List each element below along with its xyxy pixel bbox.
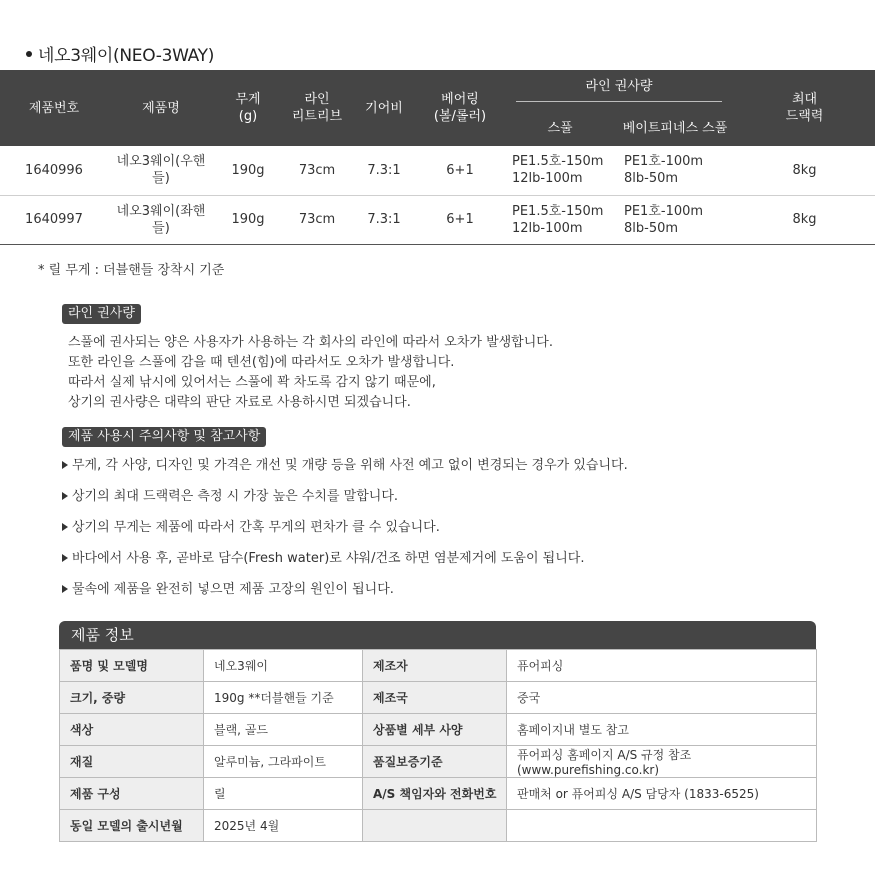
info-key: 제조자 — [363, 650, 507, 682]
cell-gear-ratio: 7.3:1 — [352, 146, 416, 195]
cell-spool: PE1.5호-150m 12lb-100m — [504, 146, 616, 195]
title-text: 네오3웨이(NEO-3WAY) — [38, 46, 215, 66]
info-key: 품질보증기준 — [363, 746, 507, 778]
cell-line-retrieve: 73cm — [282, 195, 352, 244]
caution-item: 상기의 최대 드랙력은 측정 시 가장 높은 수치를 말합니다. — [62, 487, 398, 507]
table-row — [60, 810, 817, 842]
info-key: 품명 및 모델명 — [60, 650, 204, 682]
cell-gear-ratio: 7.3:1 — [352, 195, 416, 244]
triangle-bullet-icon — [62, 492, 68, 500]
triangle-bullet-icon — [62, 554, 68, 562]
info-key: 동일 모델의 출시년월 — [60, 810, 204, 842]
info-key: 색상 — [60, 714, 204, 746]
cell-spool: PE1.5호-150m 12lb-100m — [504, 195, 616, 244]
cell-max-drag: 8kg — [734, 195, 875, 244]
header-line-retrieve: 라인 리트리브 — [282, 70, 352, 146]
info-value: 알루미늄, 그라파이트 — [204, 746, 363, 778]
caution-item: 물속에 제품을 완전히 넣으면 제품 고장의 원인이 됩니다. — [62, 580, 394, 600]
cell-bait-finesse-spool: PE1호-100m 8lb-50m — [616, 146, 734, 195]
header-max-drag: 최대 드랙력 — [734, 70, 875, 146]
caution-item: 상기의 무게는 제품에 따라서 간혹 무게의 편차가 클 수 있습니다. — [62, 518, 440, 538]
triangle-bullet-icon — [62, 461, 68, 469]
caution-tag: 제품 사용시 주의사항 및 참고사항 — [62, 427, 266, 447]
cell-product-name: 네오3웨이(우핸들) — [108, 146, 214, 195]
info-key: 제조국 — [363, 682, 507, 714]
table-row — [60, 746, 817, 778]
header-line-capacity: 라인 권사량 — [504, 70, 734, 110]
caution-item: 바다에서 사용 후, 곧바로 담수(Fresh water)로 샤워/건조 하면 염분제거에 도움이 됩니다. — [62, 549, 585, 569]
info-value: 2025년 4월 — [204, 810, 363, 842]
cell-bearing: 6+1 — [416, 146, 504, 195]
cell-product-name: 네오3웨이(좌핸들) — [108, 195, 214, 244]
cell-max-drag: 8kg — [734, 146, 875, 195]
info-value: 네오3웨이 — [204, 650, 363, 682]
cell-weight: 190g — [214, 195, 282, 244]
info-value: 190g **더블핸들 기준 — [204, 682, 363, 714]
info-key: 크기, 중량 — [60, 682, 204, 714]
table-row — [0, 195, 875, 244]
info-key — [363, 810, 507, 842]
info-value: 중국 — [507, 682, 817, 714]
info-value: 블랙, 골드 — [204, 714, 363, 746]
product-info-heading: 제품 정보 — [59, 621, 816, 649]
header-bearing: 베어링 (볼/롤러) — [416, 70, 504, 146]
triangle-bullet-icon — [62, 523, 68, 531]
info-value: 릴 — [204, 778, 363, 810]
line-capacity-tag: 라인 권사량 — [62, 304, 141, 324]
caution-item: 무게, 각 사양, 디자인 및 가격은 개선 및 개량 등을 위해 사전 예고 없이 변경되는 경우가 있습니다. — [62, 456, 628, 476]
line-capacity-text — [68, 333, 553, 413]
table-row — [60, 714, 817, 746]
cell-weight: 190g — [214, 146, 282, 195]
info-value — [507, 810, 817, 842]
paragraph-line: 또한 라인을 스풀에 감을 때 텐션(힘)에 따라서도 오차가 발생합니다. — [68, 355, 455, 370]
triangle-bullet-icon — [62, 585, 68, 593]
table-row — [0, 146, 875, 195]
header-gear-ratio: 기어비 — [352, 70, 416, 146]
header-weight: 무게 (g) — [214, 70, 282, 146]
bullet-dot-icon — [26, 51, 32, 57]
header-product-no: 제품번호 — [0, 70, 108, 146]
table-row — [60, 650, 817, 682]
paragraph-line: 따라서 실제 낚시에 있어서는 스풀에 꽉 차도록 감지 않기 때문에, — [68, 375, 436, 390]
info-value: 퓨어피싱 — [507, 650, 817, 682]
header-bait-finesse-spool: 베이트피네스 스풀 — [616, 110, 734, 146]
table-row — [60, 682, 817, 714]
cell-bait-finesse-spool: PE1호-100m 8lb-50m — [616, 195, 734, 244]
weight-footnote: * 릴 무게 : 더블핸들 장착시 기준 — [38, 263, 225, 278]
info-value: 판매처 or 퓨어피싱 A/S 담당자 (1833-6525) — [507, 778, 817, 810]
info-value: 홈페이지내 별도 참고 — [507, 714, 817, 746]
cell-product-no: 1640996 — [0, 146, 108, 195]
info-value: 퓨어피싱 홈페이지 A/S 규정 참조 (www.purefishing.co.kr) — [507, 746, 817, 778]
cell-product-no: 1640997 — [0, 195, 108, 244]
page-title — [26, 41, 214, 66]
header-spool: 스풀 — [504, 110, 616, 146]
info-key: 재질 — [60, 746, 204, 778]
table-row — [60, 778, 817, 810]
cell-line-retrieve: 73cm — [282, 146, 352, 195]
header-product-name: 제품명 — [108, 70, 214, 146]
spec-table — [0, 70, 875, 245]
cell-bearing: 6+1 — [416, 195, 504, 244]
product-info-table — [59, 649, 817, 842]
info-key: 상품별 세부 사양 — [363, 714, 507, 746]
info-key: A/S 책임자와 전화번호 — [363, 778, 507, 810]
paragraph-line: 상기의 권사량은 대략의 판단 자료로 사용하시면 되겠습니다. — [68, 395, 411, 410]
info-key: 제품 구성 — [60, 778, 204, 810]
paragraph-line: 스풀에 권사되는 양은 사용자가 사용하는 각 회사의 라인에 따라서 오차가 발생합니다. — [68, 335, 553, 350]
